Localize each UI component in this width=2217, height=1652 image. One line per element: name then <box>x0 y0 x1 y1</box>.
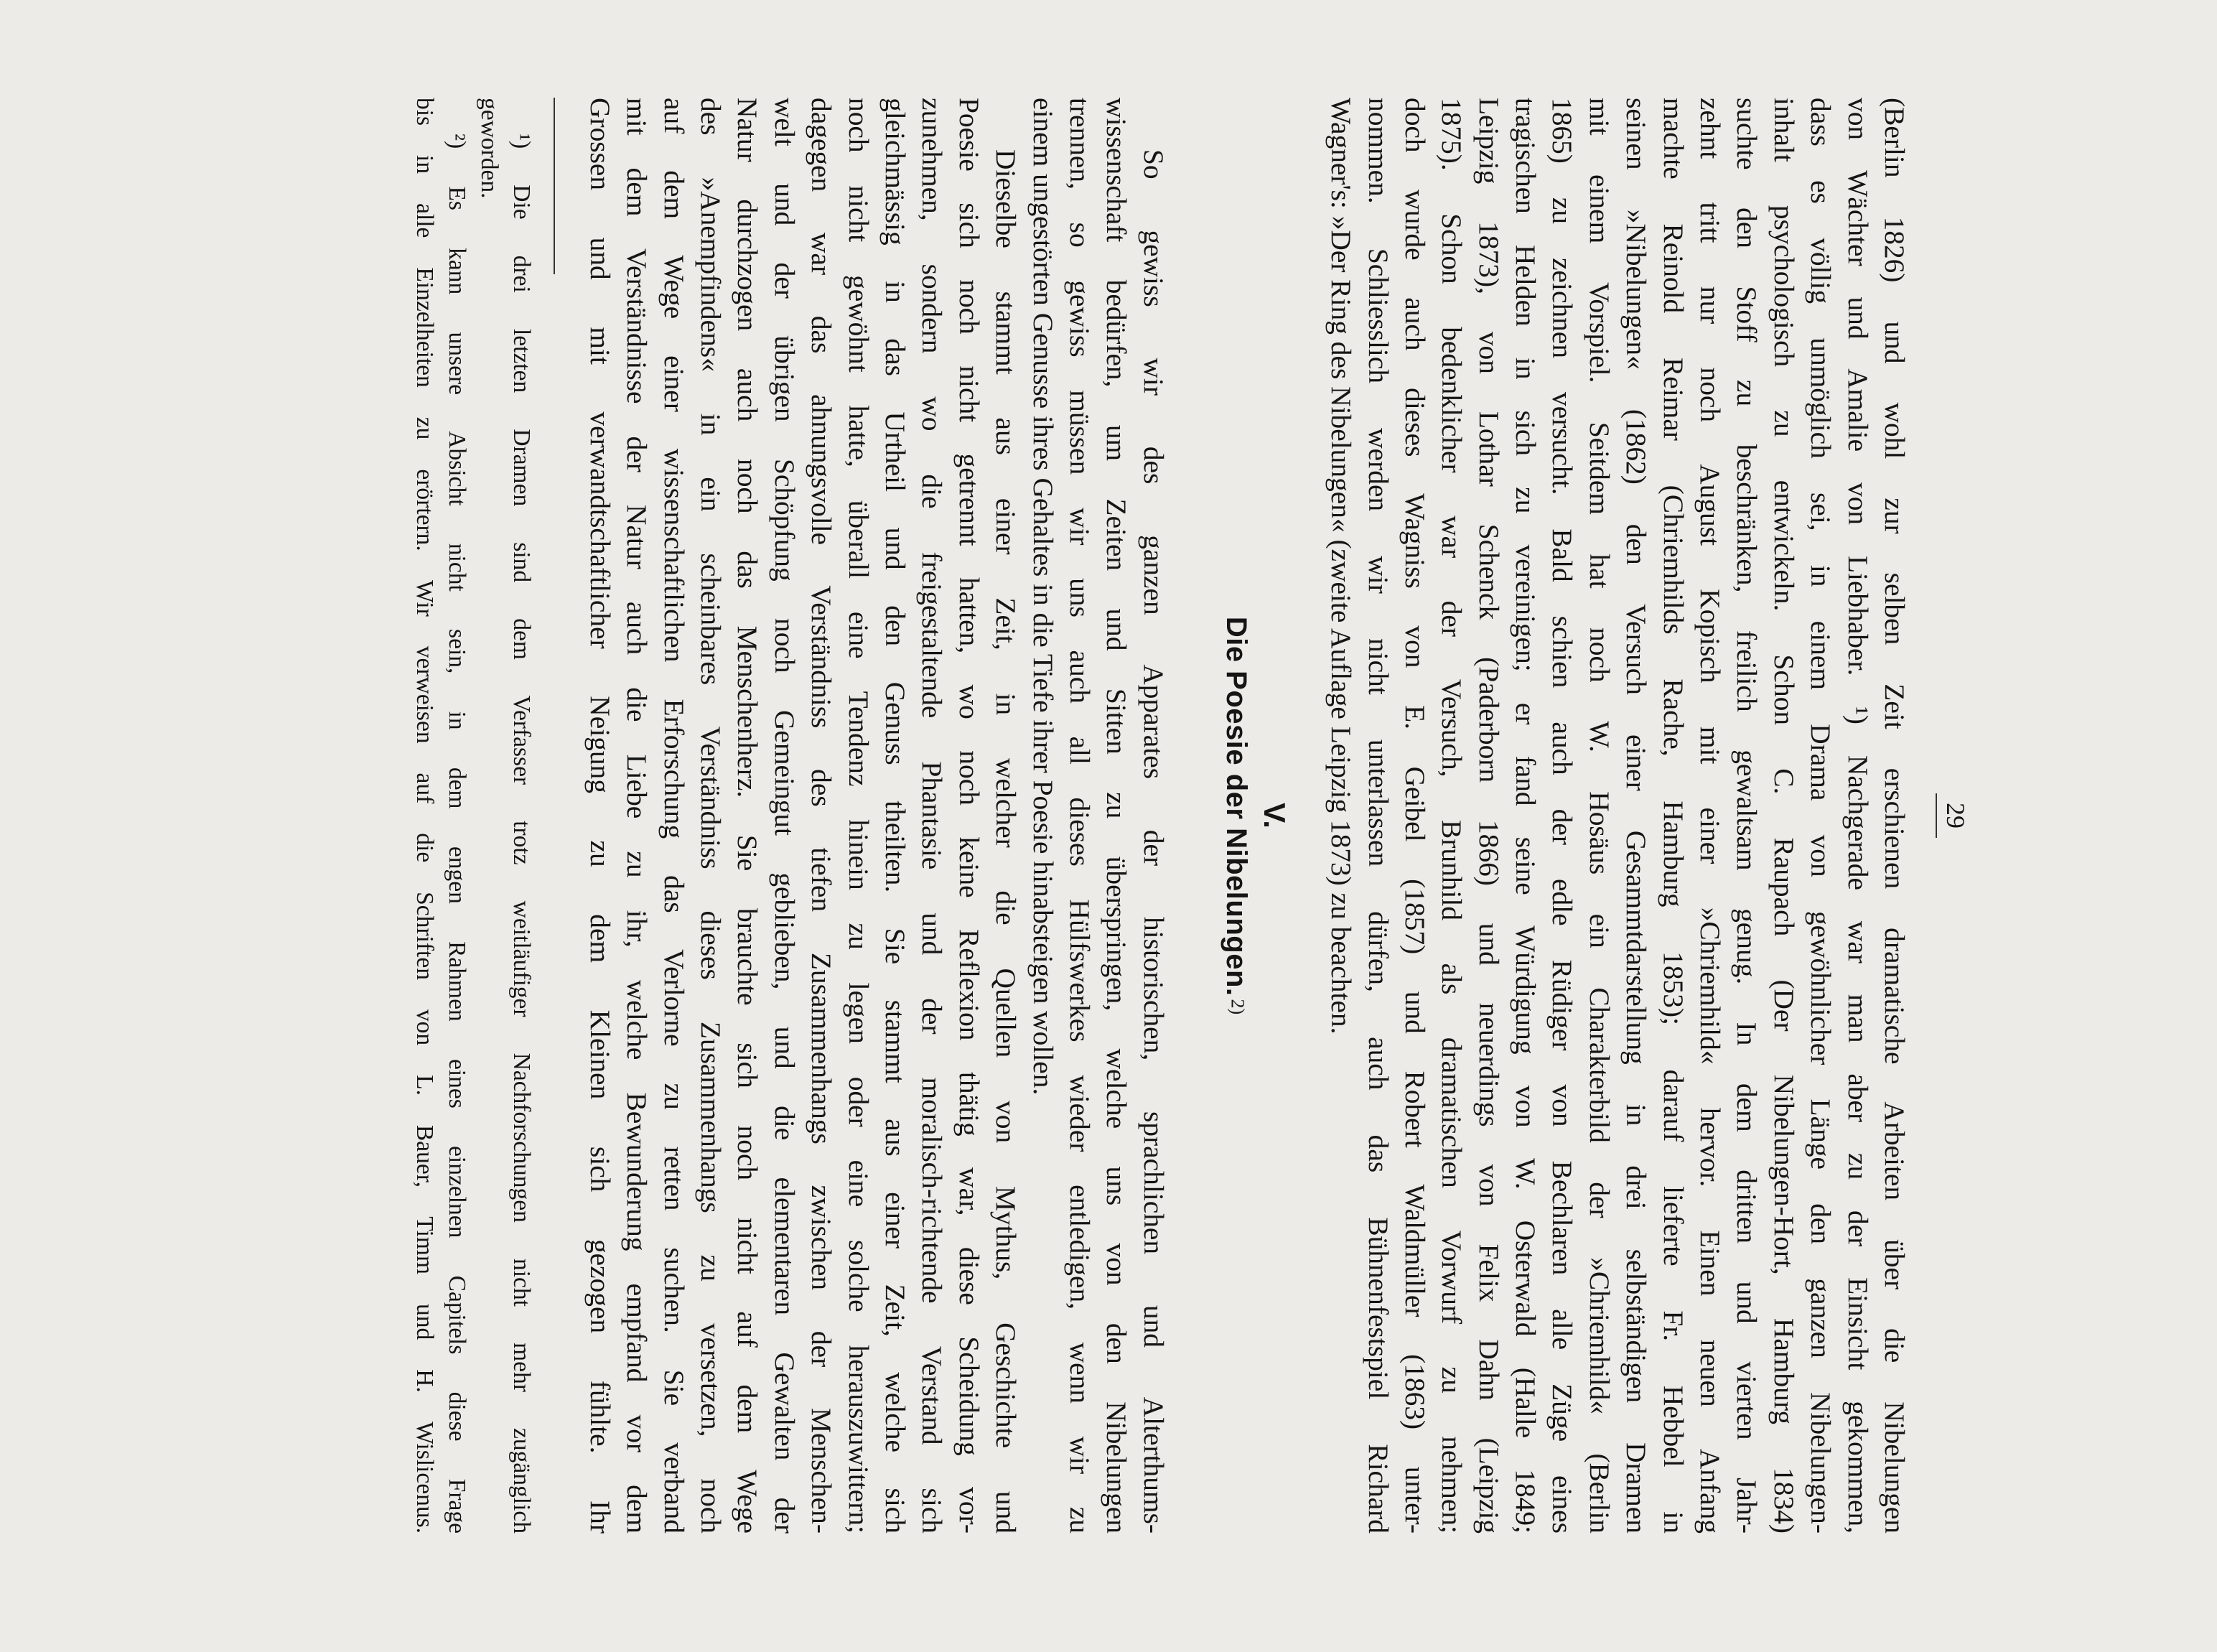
text-line: nommen. Schliesslich werden wir nicht unterlassen dürfen, auch das Bühnenfestspiel Richard <box>1362 98 1394 1534</box>
paragraph <box>1024 98 1172 1534</box>
text-line: einem ungestörten Genusse ihres Gehaltes in die Tiefe ihrer Poesie hinabsteigen wollen. <box>1027 98 1059 1096</box>
top-paragraph <box>1322 98 1913 1534</box>
text-line: zehnt tritt nur noch August Kopisch mit einer »Chriemhild« hervor. Einen neuen Anfang <box>1694 98 1727 1534</box>
text-line: mit einem Vorspiel. Seitdem hat noch W. Hosäus ein Charakterbild der »Chriemhild« (Berlin <box>1583 98 1615 1534</box>
text-line: gleichmässig in das Urtheil und den Genuss theilten. Sie stammt aus einer Zeit, welche sich <box>879 98 912 1534</box>
text-line: dass es völlig unmöglich sei, in einem Drama von gewöhnlicher Länge den ganzen Nibelungen- <box>1805 98 1837 1534</box>
paragraph <box>582 98 1025 1534</box>
footnote-line: ¹) Die drei letzten Dramen sind dem Verfasser trotz weitläufiger Nachforschungen nicht mehr zugänglich <box>508 134 536 1534</box>
text-line: Natur durchzogen auch noch das Menschenherz. Sie brauchte sich noch nicht auf dem Wege <box>732 98 764 1534</box>
text-line: Grossen und mit verwandtschaftlicher Neigung zu dem Kleinen sich gezogen fühlte. Ihr <box>584 98 616 1534</box>
footnotes <box>409 98 538 1534</box>
text-line: auf dem Wege einer wissenschaftlichen Erforschung das Verlorne zu retten suchen. Sie verband <box>658 98 690 1534</box>
body-text <box>582 98 1172 1534</box>
chapter-title-row <box>1218 98 1255 1534</box>
text-line: So gewiss wir des ganzen Apparates der historischen, sprachlichen und Alterthums- <box>1137 149 1170 1534</box>
text-line: Poesie sich noch nicht getrennt hatten, wo noch keine Reflexion thätig war, diese Scheidung vor- <box>953 98 985 1534</box>
text-line: tragischen Helden in sich zu vereinigen; er fand seine Würdigung von W. Osterwald (Halle 1849; <box>1510 98 1542 1534</box>
text-line: wissenschaft bedürfen, um Zeiten und Sitten zu überspringen, welche uns von den Nibelungen <box>1101 98 1133 1534</box>
footnote <box>409 98 474 1534</box>
text-line: seinen »Nibelungen« (1862) den Versuch einer Gesammtdarstellung in drei selbständigen Dramen <box>1620 98 1653 1534</box>
text-line: zunehmen, sondern wo die freigestaltende Phantasie und der moralisch-richtende Verstand sich <box>916 98 948 1534</box>
footnote-separator <box>554 98 556 274</box>
text-line: Dieselbe stammt aus einer Zeit, in welcher die Quellen von Mythus, Geschichte und <box>990 149 1022 1534</box>
text-line: trennen, so gewiss müssen wir uns auch all dieses Hülfswerkes wieder entledigen, wenn wir zu <box>1063 98 1096 1534</box>
text-line: (Berlin 1826) und wohl zur selben Zeit erschienen dramatische Arbeiten über die Nibelungen <box>1879 98 1910 1534</box>
text-line: von Wächter und Amalie von Liebhaber. ¹) Nachgerade war man aber zu der Einsicht gekommen, <box>1842 98 1874 1534</box>
text-line: noch nicht gewöhnt hatte, überall eine Tendenz hinein zu legen oder eine solche herauszuwittern; <box>842 98 874 1534</box>
chapter-number: V. <box>1257 803 1292 829</box>
text-line: inhalt psychologisch zu entwickeln. Schon C. Raupach (Der Nibelungen-Hort, Hamburg 1834) <box>1768 98 1800 1534</box>
page-number-ornament <box>1936 793 1937 838</box>
text-line: welt und der übrigen Schöpfung noch Gemeingut geblieben, und die elementaren Gewalten der <box>768 98 801 1534</box>
text-line: 1865) zu zeichnen versucht. Bald schien auch der edle Rüdiger von Bechlaren alle Züge eines <box>1546 98 1579 1534</box>
text-line: suchte den Stoff zu beschränken, freilich gewaltsam genug. In dem dritten und vierten Jahr- <box>1731 98 1763 1534</box>
text-line: mit dem Verständnisse der Natur auch die Liebe zu ihr, welche Bewunderung empfand vor dem <box>621 98 653 1534</box>
text-line: doch wurde auch dieses Wagniss von E. Geibel (1857) und Robert Waldmüller (1863) unter- <box>1399 98 1431 1534</box>
footnote <box>474 98 538 1534</box>
page-number: 29 <box>1941 803 1970 829</box>
text-line: des »Anempfindens« in ein scheinbares Verständniss dieses Zusammenhangs zu versetzen, noch <box>695 98 727 1534</box>
footnote-line: bis in alle Einzelheiten zu erörtern. Wir verweisen auf die Schriften von L. Bauer, Timm und H. Wislicenus. <box>411 98 439 1534</box>
footnote-line: ²) Es kann unsere Absicht nicht sein, in dem engen Rahmen eines einzelnen Capitels diese Frage <box>444 134 471 1534</box>
footnote-line: geworden. <box>476 98 503 199</box>
text-line: 1875). Schon bedenklicher war der Versuch, Brunhild als dramatischen Vorwurf zu nehmen; <box>1436 98 1468 1534</box>
chapter-title: Die Poesie der Nibelungen. <box>1220 616 1252 997</box>
text-line: dagegen war das ahnungsvolle Verständniss des tiefen Zusammenhangs zwischen der Menschen- <box>806 98 838 1534</box>
chapter-heading <box>1218 98 1294 1534</box>
chapter-footnote-ref: 2) <box>1227 999 1248 1015</box>
text-line: machte Reinold Reimar (Chriemhilds Rache, Hamburg 1853); darauf lieferte Fr. Hebbel in <box>1657 98 1689 1534</box>
text-line: Leipzig 1873), von Lothar Schenck (Paderborn 1866) und neuerdings von Felix Dahn (Leipzig <box>1472 98 1505 1534</box>
text-block <box>409 98 1971 1534</box>
text-line: Wagner's: »Der Ring des Nibelungen« (zweite Auflage Leipzig 1873) zu beachten. <box>1325 98 1358 1035</box>
